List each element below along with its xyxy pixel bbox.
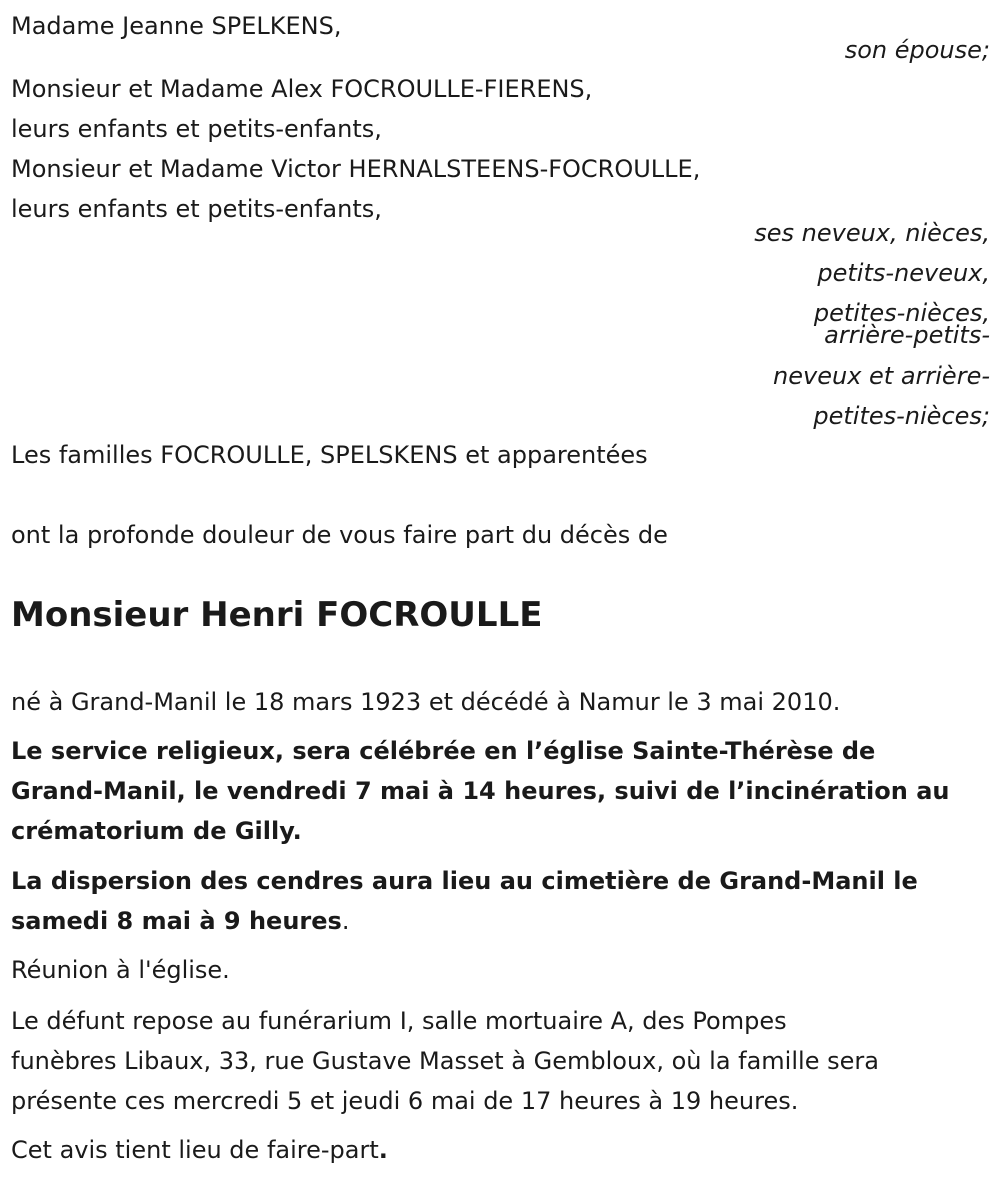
reunion-line: Réunion à l'église. <box>11 956 230 984</box>
spouse-role: son épouse; <box>844 36 990 64</box>
spouse-name: Madame Jeanne SPELKENS, <box>11 12 342 40</box>
family-line-1: Monsieur et Madame Alex FOCROULLE-FIERENS, <box>11 75 593 103</box>
birth-death-line: né à Grand-Manil le 18 mars 1923 et décédé à Namur le 3 mai 2010. <box>11 688 841 716</box>
relatives-line: arrière-petits- <box>824 321 990 349</box>
relatives-line: ses neveux, nièces, <box>754 219 990 247</box>
relatives-line: neveux et arrière- <box>773 362 990 390</box>
announcement-intro: ont la profonde douleur de vous faire part du décès de <box>11 521 668 549</box>
dispersion-line: La dispersion des cendres aura lieu au cimetière de Grand-Manil le <box>11 867 918 895</box>
relatives-line: petites-nièces; <box>813 402 990 430</box>
service-line: crématorium de Gilly. <box>11 817 302 845</box>
families-line: Les familles FOCROULLE, SPELSKENS et apparentées <box>11 441 648 469</box>
family-line-2: leurs enfants et petits-enfants, <box>11 115 382 143</box>
dispersion-line-2 <box>11 906 349 936</box>
relatives-line: petits-neveux, <box>817 259 990 287</box>
closing-period: . <box>378 1136 388 1164</box>
closing-line <box>11 1135 388 1165</box>
rest-line: funèbres Libaux, 33, rue Gustave Masset à Gembloux, où la famille sera <box>11 1047 879 1075</box>
rest-line: Le défunt repose au funérarium I, salle mortuaire A, des Pompes <box>11 1007 787 1035</box>
closing-text: Cet avis tient lieu de faire-part <box>11 1136 379 1164</box>
dispersion-period: . <box>341 907 350 935</box>
service-line: Le service religieux, sera célébrée en l’église Sainte-Thérèse de <box>11 737 876 765</box>
service-line: Grand-Manil, le vendredi 7 mai à 14 heures, suivi de l’incinération au <box>11 777 950 805</box>
rest-line: présente ces mercredi 5 et jeudi 6 mai de 17 heures à 19 heures. <box>11 1087 799 1115</box>
family-line-3: Monsieur et Madame Victor HERNALSTEENS-FOCROULLE, <box>11 155 701 183</box>
dispersion-date: samedi 8 mai à 9 heures <box>11 907 342 935</box>
family-line-4: leurs enfants et petits-enfants, <box>11 195 382 223</box>
deceased-name: Monsieur Henri FOCROULLE <box>11 595 543 635</box>
relatives-line: petites-nièces, <box>813 299 990 327</box>
